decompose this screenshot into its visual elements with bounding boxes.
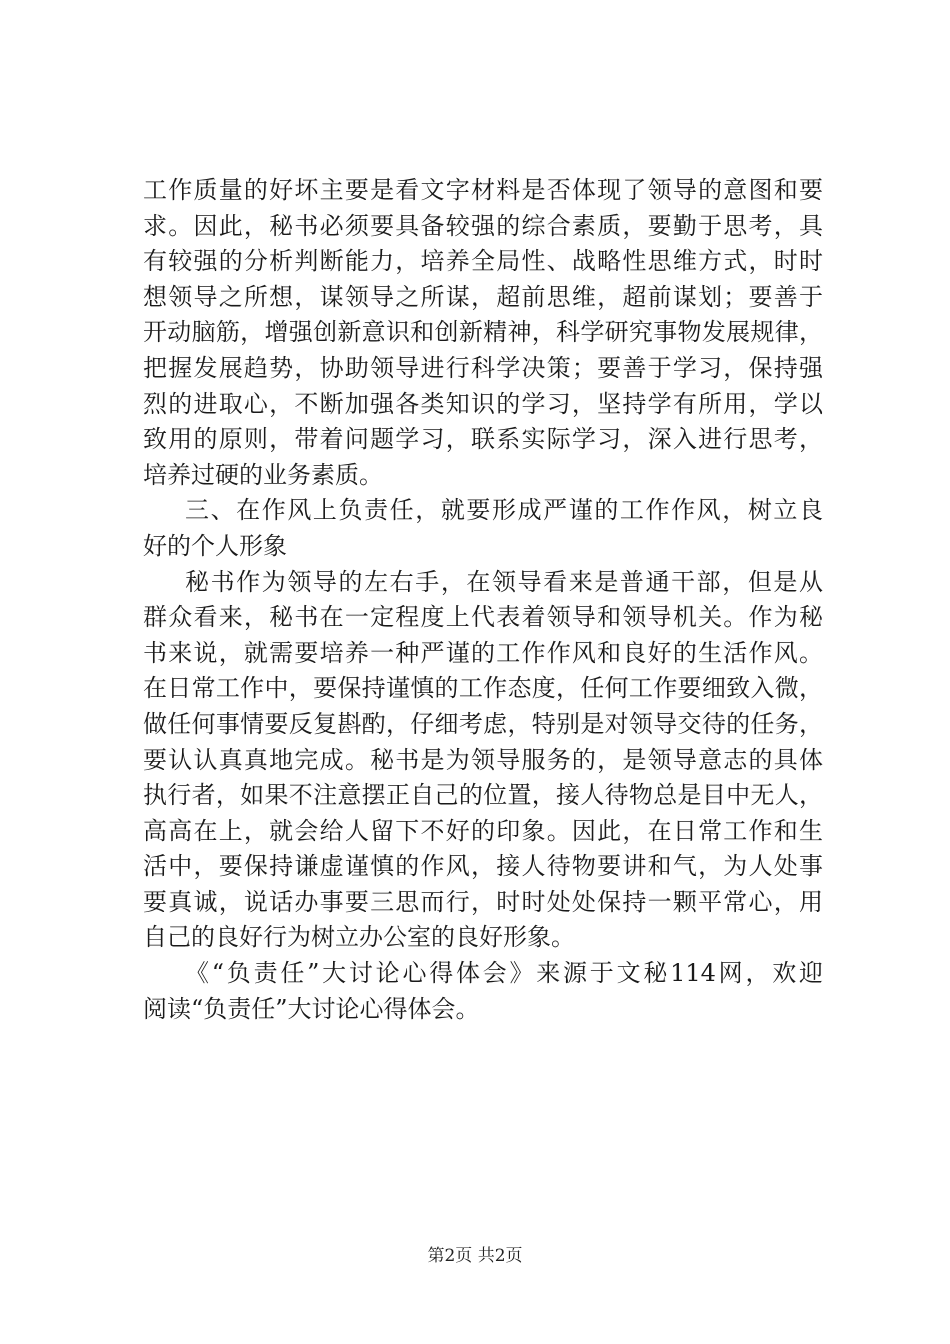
text-line: 把握发展趋势，协助领导进行科学决策；要善于学习，保持强: [143, 353, 823, 382]
document-body: [143, 173, 823, 1027]
text-line: 要认认真真地完成。秘书是为领导服务的，是领导意志的具体: [143, 745, 823, 774]
text-line: 书来说，就需要培养一种严谨的工作作风和良好的生活作风。: [143, 638, 823, 667]
text-line: 自己的良好行为树立办公室的良好形象。: [143, 923, 575, 952]
text-line: 开动脑筋，增强创新意识和创新精神，科学研究事物发展规律，: [143, 318, 823, 347]
paragraph-source-note: [143, 956, 823, 1027]
text-line: 致用的原则，带着问题学习，联系实际学习，深入进行思考，: [143, 425, 823, 454]
text-line: 求。因此，秘书必须要具备较强的综合素质，要勤于思考，具: [143, 211, 823, 240]
text-line: 做任何事情要反复斟酌，仔细考虑，特别是对领导交待的任务，: [143, 709, 823, 738]
text-line: 秘书作为领导的左右手，在领导看来是普通干部，但是从: [185, 567, 823, 596]
paragraph-quality: [143, 173, 823, 493]
heading-line: 三、在作风上负责任，就要形成严谨的工作作风，树立良: [185, 496, 823, 525]
text-line: 高高在上，就会给人留下不好的印象。因此，在日常工作和生: [143, 816, 823, 845]
text-line: 群众看来，秘书在一定程度上代表着领导和领导机关。作为秘: [143, 603, 823, 632]
text-line: 执行者，如果不注意摆正自己的位置，接人待物总是目中无人，: [143, 781, 823, 810]
paragraph-style: [143, 565, 823, 957]
heading-line: 好的个人形象: [143, 531, 287, 560]
text-line: 在日常工作中，要保持谨慎的工作态度，任何工作要细致入微，: [143, 674, 823, 703]
page-number-footer: 第2页 共2页: [427, 1246, 523, 1266]
text-line: 阅读“负责任”大讨论心得体会。: [143, 994, 480, 1023]
text-line: 烈的进取心，不断加强各类知识的学习，坚持学有所用，学以: [143, 389, 823, 418]
text-line: 有较强的分析判断能力，培养全局性、战略性思维方式，时时: [143, 247, 823, 276]
text-line: 活中，要保持谦虚谨慎的作风，接人待物要讲和气，为人处事: [143, 852, 823, 881]
section-heading-3: [143, 493, 823, 564]
text-line: 《“负责任”大讨论心得体会》来源于文秘114网，欢迎: [185, 959, 823, 988]
text-line: 培养过硬的业务素质。: [143, 460, 383, 489]
text-line: 要真诚，说话办事要三思而行，时时处处保持一颗平常心，用: [143, 887, 823, 916]
text-line: 工作质量的好坏主要是看文字材料是否体现了领导的意图和要: [143, 176, 823, 204]
text-line: 想领导之所想，谋领导之所谋，超前思维，超前谋划；要善于: [143, 282, 823, 311]
